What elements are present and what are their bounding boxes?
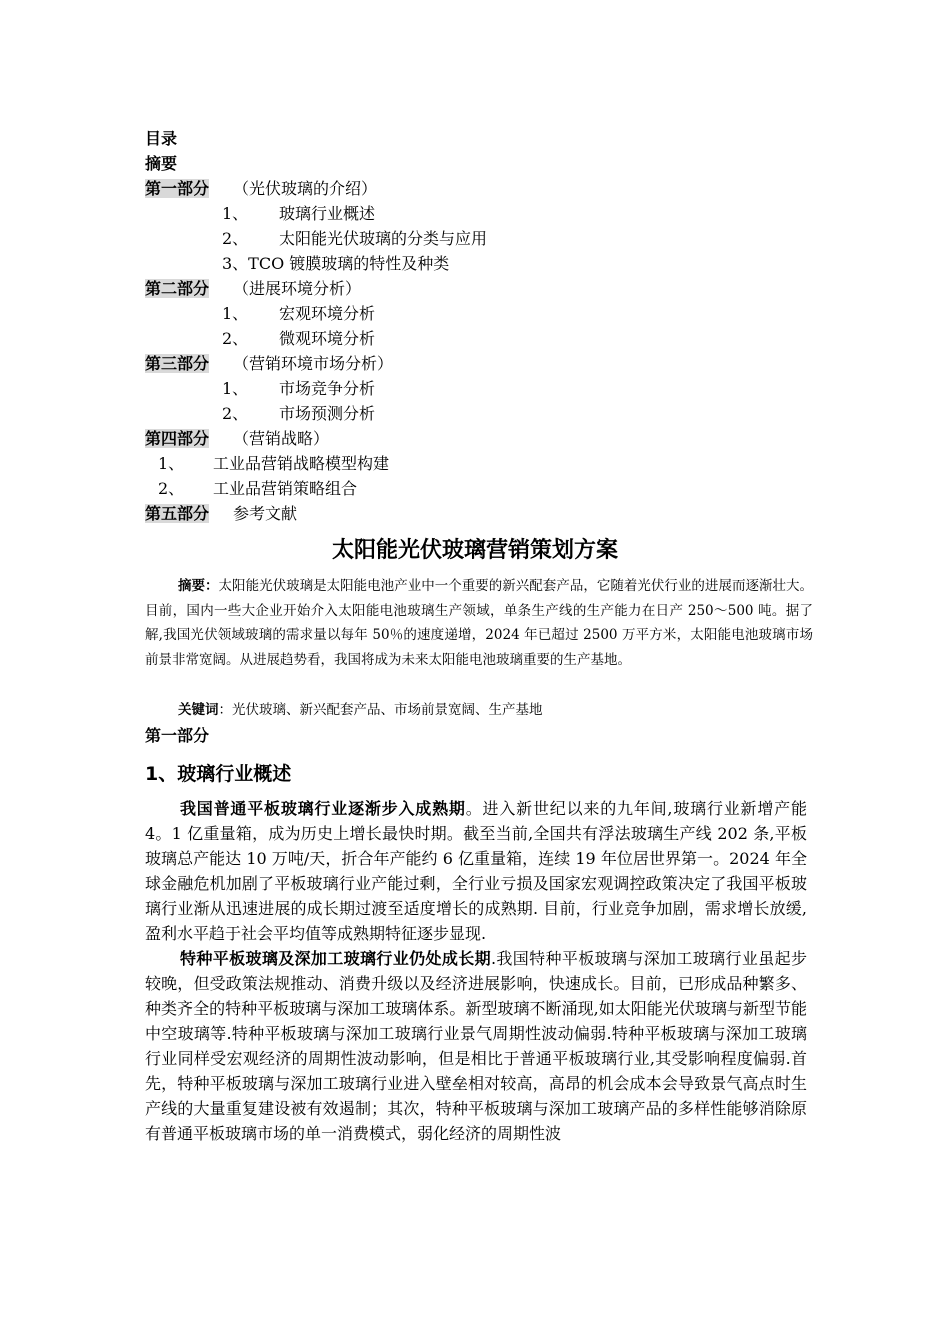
toc-item-text: 3、TCO 镀膜玻璃的特性及种类 — [222, 254, 450, 273]
toc-item — [145, 301, 805, 326]
paragraph-text: 。进入新世纪以来的九年间,玻璃行业新增产能 4。1 亿重量箱，成为历史上增长最快时期。截至当前,全国共有浮法玻璃生产线 202 条,平板玻璃总产能达 10 万吨/天，折合年产能约 6 亿重量箱，连续 19 年位居世界第一。2024 年全球金融危机加剧了平板玻璃行业产能过剩，全行业亏损及国家宏观调控政策决定了我国平板玻璃行业渐从迅速进展的成长期过渡至适度增长的成熟期. 目前，行业竞争加剧，需求增长放缓,盈利水平趋于社会平均值等成熟期特征逐步显现. — [145, 799, 807, 943]
part1-heading: 第一部分 — [145, 726, 210, 745]
toc-part3-label: 第三部分 — [145, 354, 210, 373]
toc-part1 — [145, 176, 805, 201]
table-of-contents — [145, 126, 805, 526]
toc-item — [145, 476, 805, 501]
toc-item-num: 2、 — [158, 479, 185, 498]
toc-item-text: 太阳能光伏玻璃的分类与应用 — [279, 229, 488, 248]
toc-item — [145, 326, 805, 351]
toc-part5 — [145, 501, 805, 526]
toc-item-num: 2、 — [222, 329, 249, 348]
toc-item — [145, 226, 805, 251]
toc-abstract: 摘要 — [145, 154, 178, 173]
toc-item-text: 市场预测分析 — [279, 404, 376, 423]
toc-item-num: 1、 — [222, 379, 249, 398]
abstract — [145, 574, 813, 672]
keywords — [178, 698, 818, 722]
toc-item-text: 微观环境分析 — [279, 329, 376, 348]
toc-part4-note: （营销战略） — [233, 429, 330, 448]
paragraph-lead: 特种平板玻璃及深加工玻璃行业仍处成长期 — [180, 949, 491, 968]
toc-part2-note: （进展环境分析） — [233, 279, 362, 298]
section-heading: 1、玻璃行业概述 — [145, 763, 292, 785]
abstract-text: 太阳能光伏玻璃是太阳能电池产业中一个重要的新兴配套产品，它随着光伏行业的进展而逐渐壮大。目前，国内一些大企业开始介入太阳能电池玻璃生产领域，单条生产线的生产能力在日产 250～500 吨。据了解,我国光伏领域玻璃的需求量以每年 50％的速度递增，2024 年已超过 2500 万平方米，太阳能电池玻璃市场前景非常宽阔。从进展趋势看，我国将成为未来太阳能电池玻璃重要的生产基地。 — [145, 578, 814, 668]
toc-part5-label: 第五部分 — [145, 504, 210, 523]
paragraph — [145, 946, 807, 1146]
toc-item — [145, 401, 805, 426]
toc-item-num: 1、 — [222, 304, 249, 323]
keywords-text: ：光伏玻璃、新兴配套产品、市场前景宽阔、生产基地 — [218, 702, 543, 718]
toc-item — [145, 451, 805, 476]
toc-item — [145, 251, 805, 276]
document-title: 太阳能光伏玻璃营销策划方案 — [331, 538, 618, 563]
toc-item-text: 宏观环境分析 — [279, 304, 376, 323]
toc-part1-note: （光伏玻璃的介绍） — [233, 179, 378, 198]
toc-item-num: 2、 — [222, 404, 249, 423]
toc-item-text: 市场竞争分析 — [279, 379, 376, 398]
toc-part3-note: （营销环境市场分析） — [233, 354, 394, 373]
toc-part2-label: 第二部分 — [145, 279, 210, 298]
toc-item-text: 工业品营销策略组合 — [213, 479, 358, 498]
toc-item — [145, 201, 805, 226]
toc-part4-label: 第四部分 — [145, 429, 210, 448]
toc-item — [145, 376, 805, 401]
toc-part4 — [145, 426, 805, 451]
toc-item-text: 玻璃行业概述 — [279, 204, 376, 223]
toc-title: 目录 — [145, 129, 178, 148]
keywords-label: 关键词 — [178, 702, 219, 718]
toc-item-num: 1、 — [158, 454, 185, 473]
paragraph-text: .我国特种平板玻璃与深加工玻璃行业虽起步较晚，但受政策法规推动、消费升级以及经济进展影响，快速成长。目前，已形成品种繁多、种类齐全的特种平板玻璃与深加工玻璃体系。新型玻璃不断涌现,如太阳能光伏玻璃与新型节能中空玻璃等.特种平板玻璃与深加工玻璃行业景气周期性波动偏弱.特种平板玻璃与深加工玻璃行业同样受宏观经济的周期性波动影响，但是相比于普通平板玻璃行业,其受影响程度偏弱.首先，特种平板玻璃与深加工玻璃行业进入壁垒相对较高，高昂的机会成本会导致景气高点时生产线的大量重复建设被有效遏制；其次，特种平板玻璃与深加工玻璃产品的多样性能够消除原有普通平板玻璃市场的单一消费模式，弱化经济的周期性波 — [145, 949, 807, 1143]
toc-item-num: 1、 — [222, 204, 249, 223]
paragraph-lead: 我国普通平板玻璃行业逐渐步入成熟期 — [180, 799, 466, 818]
toc-part5-note: 参考文献 — [233, 504, 298, 523]
toc-part1-label: 第一部分 — [145, 179, 210, 198]
body-text — [145, 796, 807, 1146]
toc-item-text: 工业品营销战略模型构建 — [213, 454, 390, 473]
abstract-label: 摘要： — [178, 578, 219, 594]
paragraph — [145, 796, 807, 946]
toc-part2 — [145, 276, 805, 301]
toc-item-num: 2、 — [222, 229, 249, 248]
toc-part3 — [145, 351, 805, 376]
